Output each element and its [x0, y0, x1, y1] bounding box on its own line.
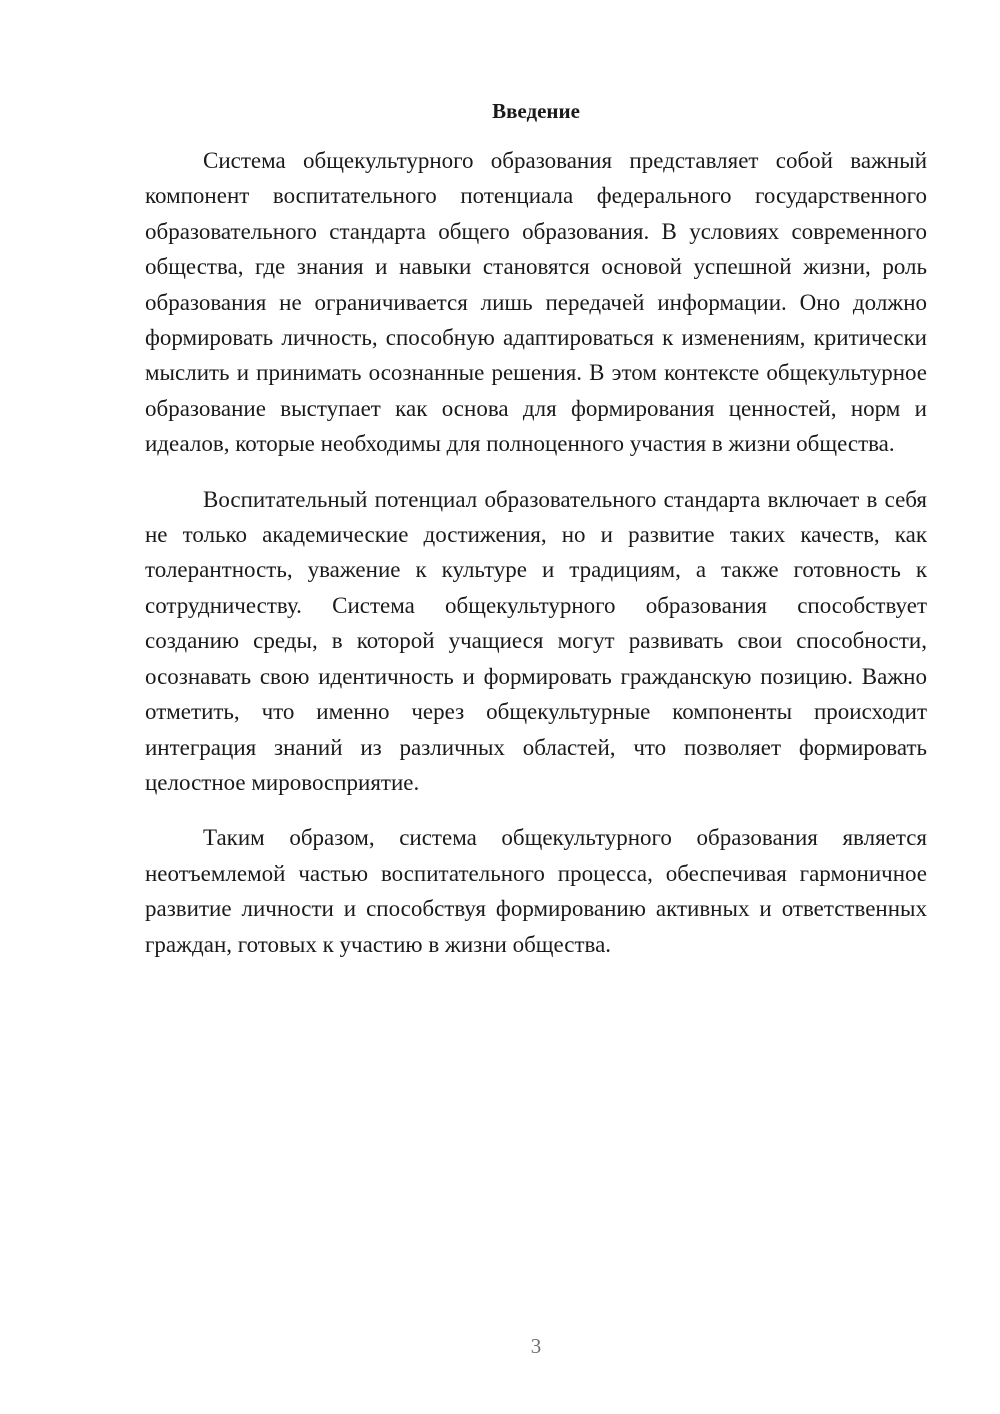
page-number: 3 [530, 1334, 542, 1358]
paragraph-3: Таким образом, система общекультурного образования является неотъемлемой частью воспитательного процесса, обеспечивая гармоничное развитие личности и способствуя формированию активных и ответственных граждан, готовых к участию в жизни общества. [145, 825, 927, 957]
paragraph-1: Система общекультурного образования представляет собой важный компонент воспитательного потенциала федерального государственного образовательного стандарта общего образования. В условиях современного общества, где знания и навыки становятся основой успешной жизни, роль образования не ограничивается лишь передачей информации. Оно должно формировать личность, способную адаптироваться к изменениям, критически мыслить и принимать осознанные решения. В этом контексте общекультурное образование выступает как основа для формирования ценностей, норм и идеалов, которые необходимы для полноценного участия в жизни общества. [145, 148, 927, 457]
paragraph-2: Воспитательный потенциал образовательного стандарта включает в себя не только академические достижения, но и развитие таких качеств, как толерантность, уважение к культуре и традициям, а также готовность к сотрудничеству. Система общекультурного образования способствует созданию среды, в которой учащиеся могут развивать свои способности, осознавать свою идентичность и формировать гражданскую позицию. Важно отметить, что именно через общекультурные компоненты происходит интеграция знаний из различных областей, что позволяет формировать целостное мировосприятие. [145, 486, 927, 795]
page-title: Введение [492, 99, 580, 123]
body-text [145, 143, 927, 962]
